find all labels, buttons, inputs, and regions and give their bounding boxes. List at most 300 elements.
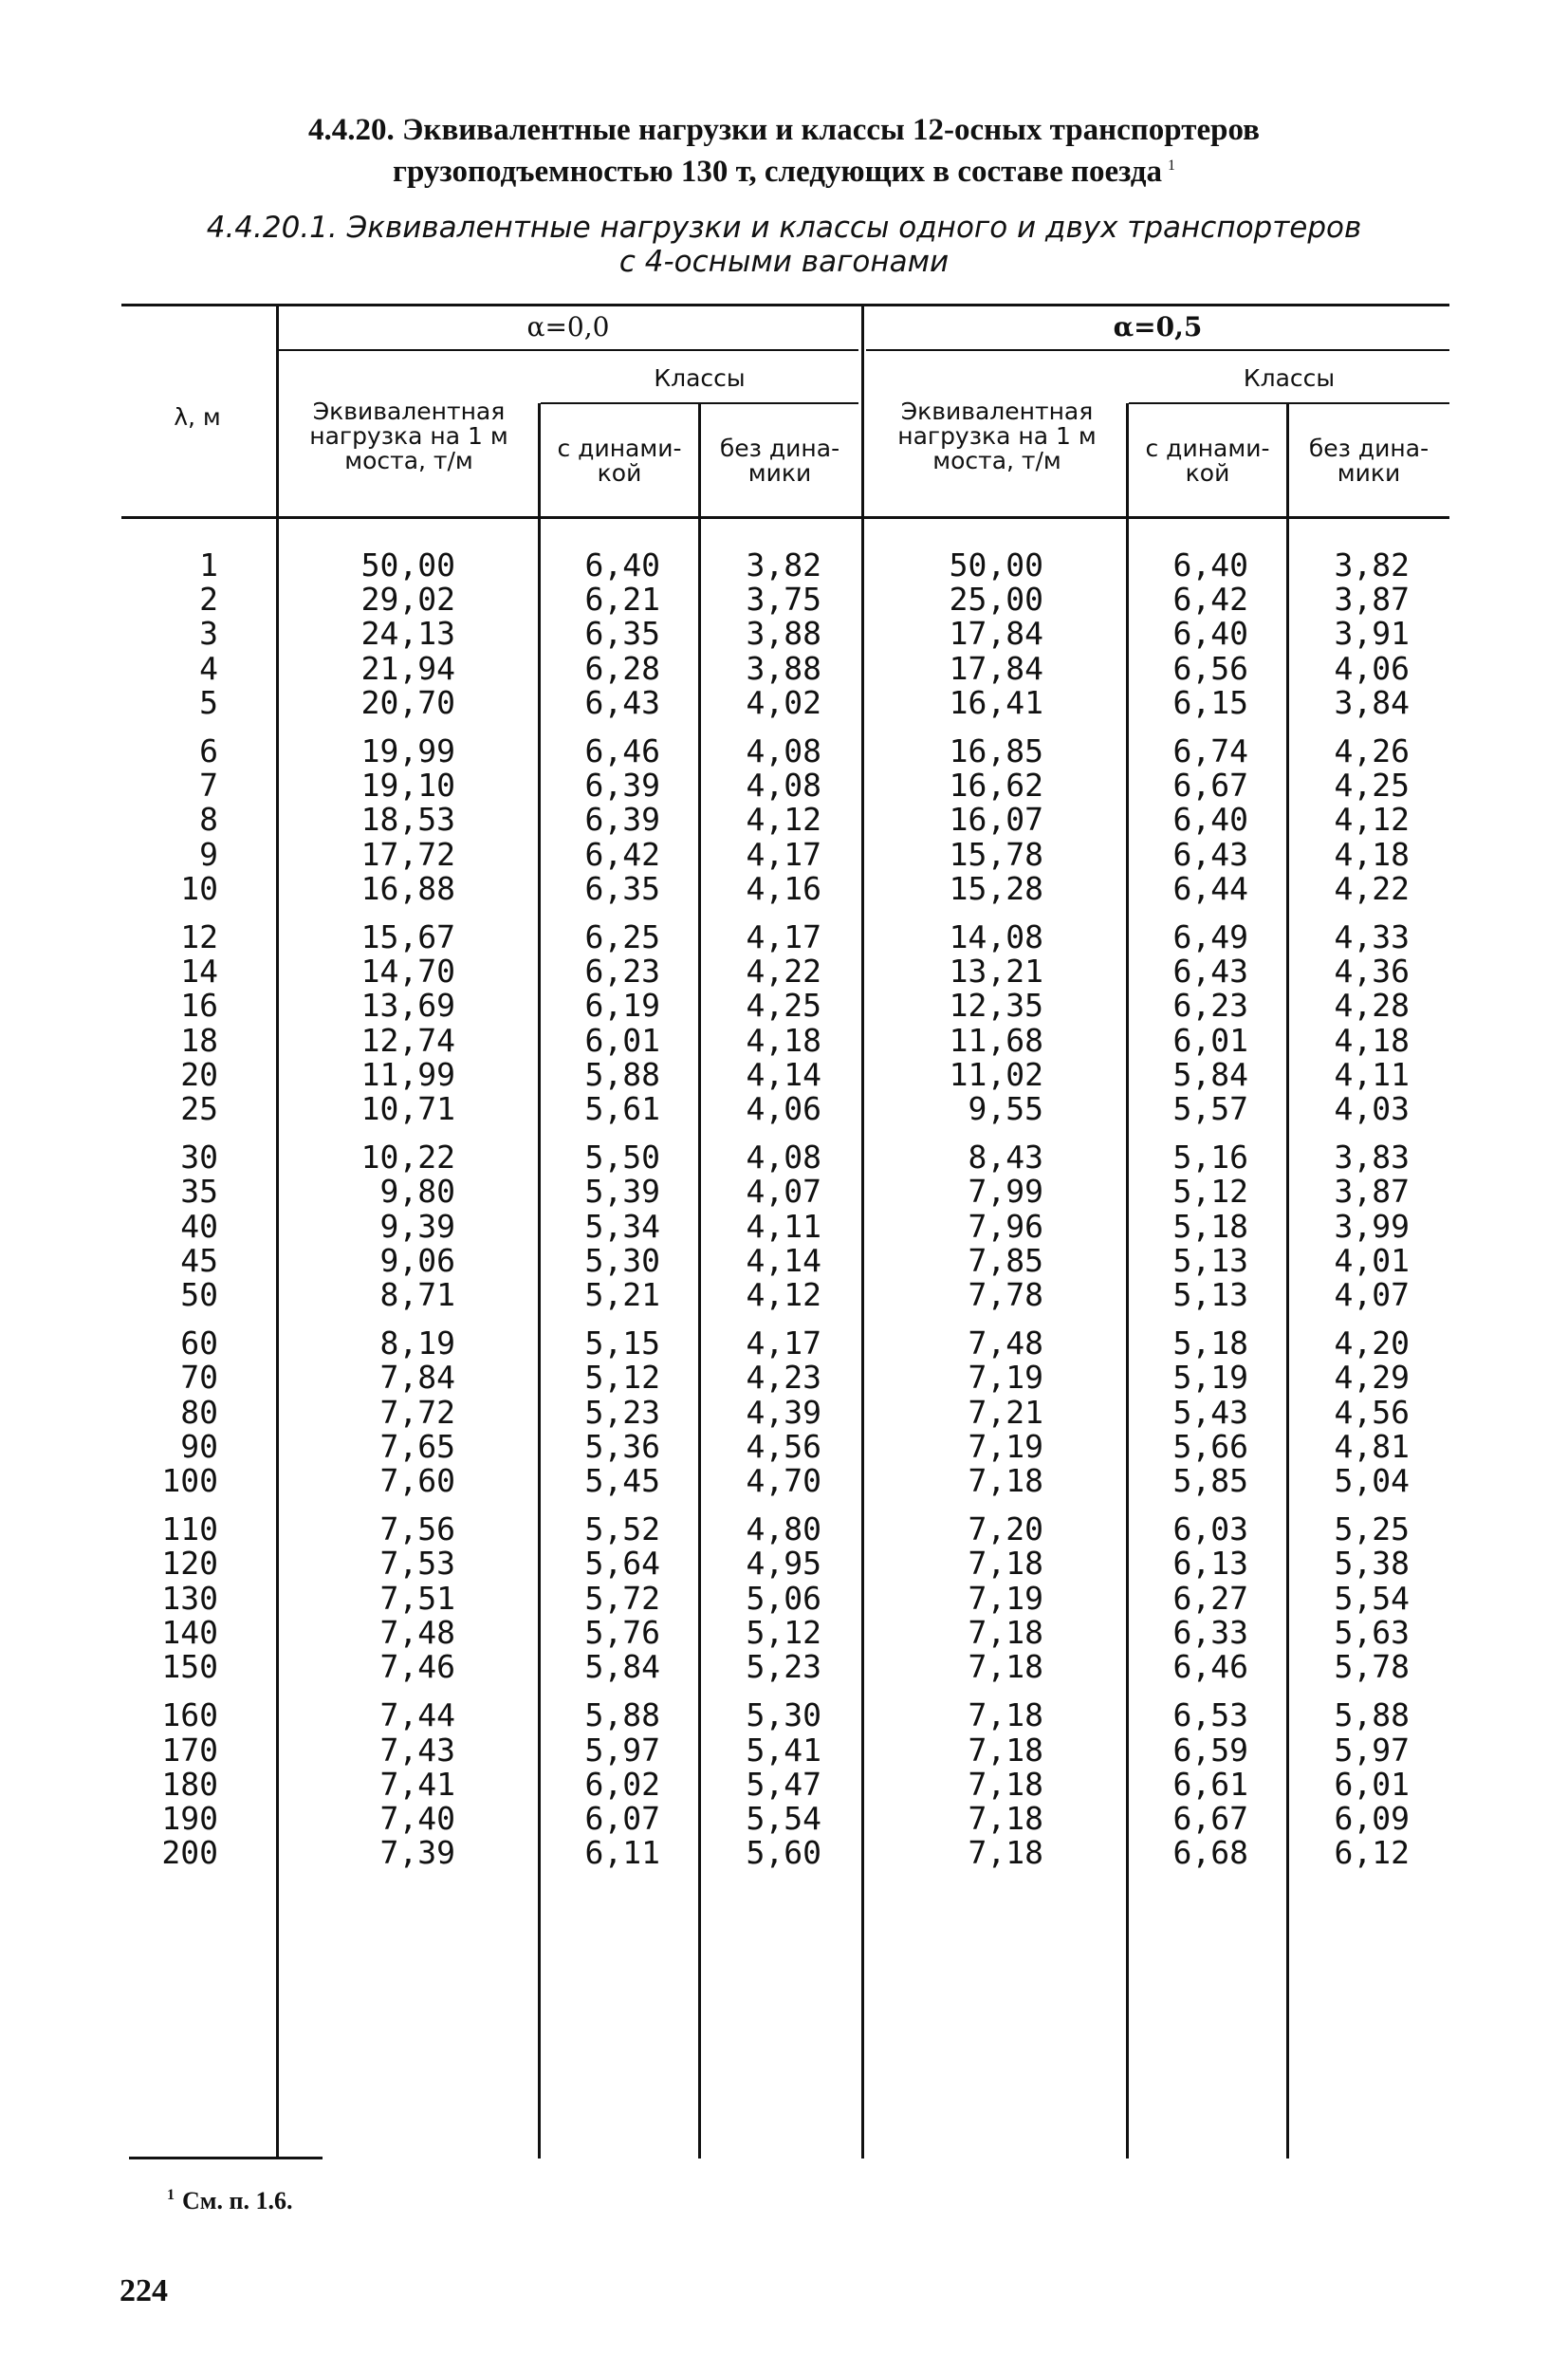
classes-header-2: Классы bbox=[1243, 364, 1336, 392]
table-cell: 5,30 bbox=[746, 1696, 821, 1734]
page-number: 224 bbox=[120, 2273, 168, 2308]
table-cell: 130 bbox=[161, 1579, 218, 1617]
table-cell: 8,19 bbox=[379, 1325, 455, 1362]
table-cell: 19,10 bbox=[360, 767, 455, 805]
table-cell: 4,08 bbox=[746, 767, 821, 805]
table-cell: 7,44 bbox=[379, 1696, 455, 1734]
row-group bbox=[1138, 1326, 1248, 1498]
row-group bbox=[711, 1512, 821, 1684]
table-cell: 3 bbox=[199, 615, 218, 653]
table-cell: 5,84 bbox=[1172, 1055, 1248, 1093]
table-cell: 9,39 bbox=[379, 1207, 455, 1245]
row-group bbox=[911, 1140, 1043, 1312]
table-cell: 6,23 bbox=[1172, 987, 1248, 1025]
row-group bbox=[911, 1326, 1043, 1498]
row-group bbox=[550, 1512, 660, 1684]
group2-header: α=0,5 bbox=[1113, 311, 1203, 343]
table-cell: 6,03 bbox=[1172, 1510, 1248, 1548]
table-cell: 6,25 bbox=[584, 918, 660, 956]
row-group bbox=[550, 734, 660, 906]
subsection-title-line1: 4.4.20.1. Эквивалентные нагрузки и классы одного и двух транспортеров bbox=[206, 211, 1362, 245]
row-group bbox=[323, 548, 455, 720]
row-group bbox=[323, 1326, 455, 1498]
table-cell: 45 bbox=[180, 1241, 218, 1279]
table-cell: 20 bbox=[180, 1055, 218, 1093]
table-cell: 7,72 bbox=[379, 1393, 455, 1431]
row-group bbox=[1138, 920, 1248, 1126]
table-cell: 16 bbox=[180, 987, 218, 1025]
divider-dyn1 bbox=[698, 403, 701, 2158]
table-cell: 4,02 bbox=[746, 683, 821, 721]
table-cell: 18 bbox=[180, 1021, 218, 1059]
table-cell: 5,15 bbox=[584, 1325, 660, 1362]
row-group bbox=[142, 1326, 218, 1498]
table-cell: 9,55 bbox=[968, 1090, 1043, 1128]
row-group bbox=[142, 1512, 218, 1684]
table-cell: 6,49 bbox=[1172, 918, 1248, 956]
table-cell: 14,70 bbox=[360, 953, 455, 991]
table-cell: 5,54 bbox=[746, 1799, 821, 1837]
row-group bbox=[1300, 1140, 1410, 1312]
table-cell: 4,12 bbox=[746, 1276, 821, 1314]
classes2-rule bbox=[1129, 402, 1449, 404]
table-cell: 30 bbox=[180, 1139, 218, 1176]
table-cell: 4,16 bbox=[746, 869, 821, 907]
table-cell: 5,13 bbox=[1172, 1276, 1248, 1314]
table-cell: 6,28 bbox=[584, 649, 660, 687]
footnote-text: См. п. 1.6. bbox=[182, 2187, 293, 2214]
divider-groups bbox=[861, 306, 864, 2158]
table-cell: 18,53 bbox=[360, 801, 455, 839]
table-cell: 5,21 bbox=[584, 1276, 660, 1314]
table-cell: 7,53 bbox=[379, 1545, 455, 1583]
table-cell: 5,39 bbox=[584, 1173, 660, 1211]
table-cell: 7,84 bbox=[379, 1359, 455, 1397]
table-cell: 4,11 bbox=[1334, 1055, 1410, 1093]
group2-header-rule bbox=[866, 349, 1449, 351]
row-group bbox=[323, 1512, 455, 1684]
table-cell: 5,85 bbox=[1172, 1462, 1248, 1500]
divider-eq2 bbox=[1126, 403, 1129, 2158]
table-cell: 6,35 bbox=[584, 869, 660, 907]
table-cell: 3,84 bbox=[1334, 683, 1410, 721]
table-cell: 7,48 bbox=[968, 1325, 1043, 1362]
table-cell: 17,84 bbox=[949, 615, 1043, 653]
table-cell: 4,23 bbox=[746, 1359, 821, 1397]
table-cell: 6,15 bbox=[1172, 683, 1248, 721]
table-cell: 5,12 bbox=[1172, 1173, 1248, 1211]
column-lambda bbox=[142, 548, 218, 1884]
table-cell: 16,41 bbox=[949, 683, 1043, 721]
table-cell: 25 bbox=[180, 1090, 218, 1128]
table-cell: 6,44 bbox=[1172, 869, 1248, 907]
table-cell: 6,43 bbox=[1172, 835, 1248, 873]
table-cell: 7,18 bbox=[968, 1696, 1043, 1734]
table-cell: 14,08 bbox=[949, 918, 1043, 956]
table-cell: 5,38 bbox=[1334, 1545, 1410, 1583]
table-cell: 12 bbox=[180, 918, 218, 956]
table-cell: 7,96 bbox=[968, 1207, 1043, 1245]
table-cell: 16,62 bbox=[949, 767, 1043, 805]
table-cell: 5,13 bbox=[1172, 1241, 1248, 1279]
table-cell: 6,40 bbox=[1172, 547, 1248, 584]
table-cell: 7,99 bbox=[968, 1173, 1043, 1211]
table-cell: 4,81 bbox=[1334, 1427, 1410, 1465]
column-eq-load-alpha0 bbox=[323, 548, 455, 1884]
table-cell: 7,51 bbox=[379, 1579, 455, 1617]
table-cell: 6,01 bbox=[1334, 1765, 1410, 1803]
section-title bbox=[0, 112, 1568, 190]
divider-dyn2 bbox=[1286, 403, 1289, 2158]
table-cell: 6,43 bbox=[584, 683, 660, 721]
table-cell: 5,41 bbox=[746, 1731, 821, 1769]
table-cell: 3,75 bbox=[746, 581, 821, 619]
table-cell: 6,40 bbox=[584, 547, 660, 584]
table-cell: 5,34 bbox=[584, 1207, 660, 1245]
table-cell: 5,04 bbox=[1334, 1462, 1410, 1500]
table-cell: 4,17 bbox=[746, 1325, 821, 1362]
row-group bbox=[1300, 920, 1410, 1126]
table-cell: 11,68 bbox=[949, 1021, 1043, 1059]
row-group bbox=[711, 1326, 821, 1498]
table-cell: 5,45 bbox=[584, 1462, 660, 1500]
table-cell: 7,39 bbox=[379, 1834, 455, 1872]
table-cell: 7,19 bbox=[968, 1579, 1043, 1617]
table-cell: 15,67 bbox=[360, 918, 455, 956]
table-cell: 3,88 bbox=[746, 649, 821, 687]
table-cell: 6,74 bbox=[1172, 732, 1248, 770]
table-cell: 6,46 bbox=[584, 732, 660, 770]
table-cell: 5,30 bbox=[584, 1241, 660, 1279]
table-cell: 5,06 bbox=[746, 1579, 821, 1617]
table-cell: 6,42 bbox=[1172, 581, 1248, 619]
table-cell: 6,40 bbox=[1172, 801, 1248, 839]
table-cell: 4,14 bbox=[746, 1055, 821, 1093]
nodyn-header-2: без дина- мики bbox=[1308, 435, 1430, 487]
table-cell: 6,09 bbox=[1334, 1799, 1410, 1837]
table-cell: 5,19 bbox=[1172, 1359, 1248, 1397]
table-cell: 4,36 bbox=[1334, 953, 1410, 991]
table-cell: 6,67 bbox=[1172, 1799, 1248, 1837]
row-group bbox=[1300, 734, 1410, 906]
table-cell: 50,00 bbox=[360, 547, 455, 584]
row-group bbox=[550, 1698, 660, 1870]
dyn-header-2: с динами- кой bbox=[1145, 435, 1270, 487]
table-cell: 5,54 bbox=[1334, 1579, 1410, 1617]
table-cell: 6,33 bbox=[1172, 1613, 1248, 1651]
table-cell: 5 bbox=[199, 683, 218, 721]
table-cell: 110 bbox=[161, 1510, 218, 1548]
table-cell: 5,18 bbox=[1172, 1207, 1248, 1245]
table-cell: 7,21 bbox=[968, 1393, 1043, 1431]
table-cell: 9,06 bbox=[379, 1241, 455, 1279]
table-cell: 6,46 bbox=[1172, 1648, 1248, 1686]
table-cell: 3,83 bbox=[1334, 1139, 1410, 1176]
table-cell: 4,28 bbox=[1334, 987, 1410, 1025]
eq-load-header-2: Эквивалентная нагрузка на 1 м моста, т/м bbox=[897, 398, 1097, 474]
table-cell: 6,40 bbox=[1172, 615, 1248, 653]
row-group bbox=[550, 1140, 660, 1312]
table-cell: 13,69 bbox=[360, 987, 455, 1025]
table-cell: 17,84 bbox=[949, 649, 1043, 687]
table-cell: 5,52 bbox=[584, 1510, 660, 1548]
table-cell: 9 bbox=[199, 835, 218, 873]
row-group bbox=[142, 1140, 218, 1312]
column-dyn-alpha0 bbox=[550, 548, 660, 1884]
table-cell: 5,63 bbox=[1334, 1613, 1410, 1651]
row-group bbox=[1300, 1698, 1410, 1870]
table-cell: 4,26 bbox=[1334, 732, 1410, 770]
table-cell: 5,78 bbox=[1334, 1648, 1410, 1686]
table-cell: 1 bbox=[199, 547, 218, 584]
table-cell: 5,12 bbox=[584, 1359, 660, 1397]
table-cell: 160 bbox=[161, 1696, 218, 1734]
table-cell: 25,00 bbox=[949, 581, 1043, 619]
table-cell: 16,88 bbox=[360, 869, 455, 907]
table-cell: 4,39 bbox=[746, 1393, 821, 1431]
table-cell: 6,19 bbox=[584, 987, 660, 1025]
table-cell: 6,56 bbox=[1172, 649, 1248, 687]
table-cell: 5,88 bbox=[584, 1055, 660, 1093]
column-eq-load-alpha05 bbox=[911, 548, 1043, 1884]
table-cell: 3,87 bbox=[1334, 581, 1410, 619]
table-top-rule bbox=[121, 304, 1449, 306]
table-cell: 29,02 bbox=[360, 581, 455, 619]
table-cell: 7,48 bbox=[379, 1613, 455, 1651]
table-cell: 5,97 bbox=[584, 1731, 660, 1769]
section-title-line1: 4.4.20. Эквивалентные нагрузки и классы 12-осных транспортеров bbox=[308, 113, 1260, 147]
table-cell: 50,00 bbox=[949, 547, 1043, 584]
table-cell: 5,72 bbox=[584, 1579, 660, 1617]
table-cell: 5,84 bbox=[584, 1648, 660, 1686]
footnote-mark: 1 bbox=[167, 2187, 175, 2204]
table-cell: 4,22 bbox=[1334, 869, 1410, 907]
table-cell: 4,29 bbox=[1334, 1359, 1410, 1397]
table-cell: 6,42 bbox=[584, 835, 660, 873]
table-cell: 7,18 bbox=[968, 1834, 1043, 1872]
table-cell: 6,07 bbox=[584, 1799, 660, 1837]
row-group bbox=[911, 548, 1043, 720]
table-cell: 6,35 bbox=[584, 615, 660, 653]
table-cell: 13,21 bbox=[949, 953, 1043, 991]
table-cell: 5,23 bbox=[584, 1393, 660, 1431]
table-cell: 9,80 bbox=[379, 1173, 455, 1211]
table-cell: 16,07 bbox=[949, 801, 1043, 839]
table-cell: 7,41 bbox=[379, 1765, 455, 1803]
footnote-rule bbox=[129, 2157, 323, 2159]
eq-load-header-1: Эквивалентная нагрузка на 1 м моста, т/м bbox=[309, 398, 508, 474]
table-cell: 4,20 bbox=[1334, 1325, 1410, 1362]
table-cell: 6,11 bbox=[584, 1834, 660, 1872]
table-cell: 8 bbox=[199, 801, 218, 839]
row-group bbox=[323, 1140, 455, 1312]
table-cell: 6,59 bbox=[1172, 1731, 1248, 1769]
table-cell: 5,61 bbox=[584, 1090, 660, 1128]
table-cell: 6,01 bbox=[584, 1021, 660, 1059]
table-cell: 7,60 bbox=[379, 1462, 455, 1500]
divider-lambda bbox=[276, 306, 279, 2158]
table-cell: 7,56 bbox=[379, 1510, 455, 1548]
table-cell: 4,06 bbox=[1334, 649, 1410, 687]
table-cell: 7,18 bbox=[968, 1648, 1043, 1686]
table-cell: 6,67 bbox=[1172, 767, 1248, 805]
subsection-title bbox=[0, 211, 1568, 279]
row-group bbox=[711, 734, 821, 906]
row-group bbox=[142, 734, 218, 906]
table-cell: 17,72 bbox=[360, 835, 455, 873]
table-cell: 70 bbox=[180, 1359, 218, 1397]
table-cell: 3,99 bbox=[1334, 1207, 1410, 1245]
row-group bbox=[142, 548, 218, 720]
table-cell: 21,94 bbox=[360, 649, 455, 687]
header-bottom-rule bbox=[121, 516, 1449, 519]
table-cell: 5,23 bbox=[746, 1648, 821, 1686]
table-cell: 35 bbox=[180, 1173, 218, 1211]
row-group bbox=[550, 548, 660, 720]
table-cell: 6,53 bbox=[1172, 1696, 1248, 1734]
table-cell: 2 bbox=[199, 581, 218, 619]
row-group bbox=[911, 734, 1043, 906]
table-cell: 7,20 bbox=[968, 1510, 1043, 1548]
table-cell: 90 bbox=[180, 1427, 218, 1465]
table-cell: 3,87 bbox=[1334, 1173, 1410, 1211]
table-cell: 7,19 bbox=[968, 1427, 1043, 1465]
table-cell: 4,06 bbox=[746, 1090, 821, 1128]
row-group bbox=[711, 920, 821, 1126]
table-cell: 5,57 bbox=[1172, 1090, 1248, 1128]
table-cell: 200 bbox=[161, 1834, 218, 1872]
row-group bbox=[323, 1698, 455, 1870]
row-group bbox=[323, 734, 455, 906]
table-cell: 80 bbox=[180, 1393, 218, 1431]
table-cell: 4,03 bbox=[1334, 1090, 1410, 1128]
row-group bbox=[1138, 734, 1248, 906]
table-cell: 4,25 bbox=[746, 987, 821, 1025]
table-cell: 7,78 bbox=[968, 1276, 1043, 1314]
table-cell: 6,23 bbox=[584, 953, 660, 991]
table-cell: 19,99 bbox=[360, 732, 455, 770]
table-cell: 6 bbox=[199, 732, 218, 770]
table-cell: 7,18 bbox=[968, 1545, 1043, 1583]
table-cell: 6,43 bbox=[1172, 953, 1248, 991]
table-cell: 20,70 bbox=[360, 683, 455, 721]
row-group bbox=[550, 920, 660, 1126]
table-cell: 5,18 bbox=[1172, 1325, 1248, 1362]
table-cell: 10,71 bbox=[360, 1090, 455, 1128]
table-cell: 16,85 bbox=[949, 732, 1043, 770]
table-cell: 4,33 bbox=[1334, 918, 1410, 956]
table-cell: 4,07 bbox=[1334, 1276, 1410, 1314]
table-cell: 4,70 bbox=[746, 1462, 821, 1500]
table-cell: 190 bbox=[161, 1799, 218, 1837]
table-cell: 8,43 bbox=[968, 1139, 1043, 1176]
table-cell: 6,01 bbox=[1172, 1021, 1248, 1059]
table-cell: 4,14 bbox=[746, 1241, 821, 1279]
table-cell: 5,36 bbox=[584, 1427, 660, 1465]
table-cell: 5,64 bbox=[584, 1545, 660, 1583]
table-cell: 4,11 bbox=[746, 1207, 821, 1245]
table-cell: 4,95 bbox=[746, 1545, 821, 1583]
nodyn-header-1: без дина- мики bbox=[719, 435, 840, 487]
divider-eq1 bbox=[538, 403, 541, 2158]
subsection-title-line2: с 4-осными вагонами bbox=[618, 245, 950, 279]
table-cell: 12,35 bbox=[949, 987, 1043, 1025]
table-cell: 6,12 bbox=[1334, 1834, 1410, 1872]
table-cell: 11,99 bbox=[360, 1055, 455, 1093]
table-cell: 4,17 bbox=[746, 835, 821, 873]
table-cell: 4,17 bbox=[746, 918, 821, 956]
row-group bbox=[142, 920, 218, 1126]
table-cell: 7,19 bbox=[968, 1359, 1043, 1397]
table-cell: 6,21 bbox=[584, 581, 660, 619]
table-cell: 7,40 bbox=[379, 1799, 455, 1837]
table-cell: 4,01 bbox=[1334, 1241, 1410, 1279]
table-cell: 3,91 bbox=[1334, 615, 1410, 653]
row-group bbox=[911, 920, 1043, 1126]
table-cell: 7,18 bbox=[968, 1765, 1043, 1803]
table-cell: 5,97 bbox=[1334, 1731, 1410, 1769]
table-cell: 40 bbox=[180, 1207, 218, 1245]
table-cell: 6,39 bbox=[584, 767, 660, 805]
table-cell: 3,88 bbox=[746, 615, 821, 653]
row-group bbox=[711, 548, 821, 720]
row-group bbox=[1300, 1326, 1410, 1498]
table-cell: 5,12 bbox=[746, 1613, 821, 1651]
table-cell: 4,08 bbox=[746, 732, 821, 770]
table-cell: 3,82 bbox=[1334, 547, 1410, 584]
table-cell: 60 bbox=[180, 1325, 218, 1362]
table-cell: 100 bbox=[161, 1462, 218, 1500]
table-cell: 5,66 bbox=[1172, 1427, 1248, 1465]
table-cell: 4,25 bbox=[1334, 767, 1410, 805]
table-cell: 5,60 bbox=[746, 1834, 821, 1872]
table-cell: 4 bbox=[199, 649, 218, 687]
table-cell: 15,78 bbox=[949, 835, 1043, 873]
table-cell: 10,22 bbox=[360, 1139, 455, 1176]
row-group bbox=[911, 1512, 1043, 1684]
column-nodyn-alpha0 bbox=[711, 548, 821, 1884]
table-cell: 15,28 bbox=[949, 869, 1043, 907]
table-cell: 6,68 bbox=[1172, 1834, 1248, 1872]
title-footnote-mark: 1 bbox=[1167, 157, 1175, 174]
table-cell: 10 bbox=[180, 869, 218, 907]
table-cell: 4,56 bbox=[1334, 1393, 1410, 1431]
dyn-header-1: с динами- кой bbox=[557, 435, 682, 487]
row-group bbox=[323, 920, 455, 1126]
group1-header-rule bbox=[278, 349, 858, 351]
row-group bbox=[1138, 1512, 1248, 1684]
row-group bbox=[1300, 1512, 1410, 1684]
table-cell: 7,43 bbox=[379, 1731, 455, 1769]
table-cell: 6,13 bbox=[1172, 1545, 1248, 1583]
table-cell: 4,22 bbox=[746, 953, 821, 991]
table-cell: 150 bbox=[161, 1648, 218, 1686]
table-cell: 5,50 bbox=[584, 1139, 660, 1176]
table-cell: 4,18 bbox=[1334, 1021, 1410, 1059]
table-cell: 7,18 bbox=[968, 1462, 1043, 1500]
group1-header: α=0,0 bbox=[526, 311, 610, 343]
table-cell: 4,18 bbox=[1334, 835, 1410, 873]
table-cell: 170 bbox=[161, 1731, 218, 1769]
table-cell: 14 bbox=[180, 953, 218, 991]
column-nodyn-alpha05 bbox=[1300, 548, 1410, 1884]
table-cell: 7 bbox=[199, 767, 218, 805]
row-group bbox=[550, 1326, 660, 1498]
table-cell: 7,65 bbox=[379, 1427, 455, 1465]
table-cell: 50 bbox=[180, 1276, 218, 1314]
lambda-header: λ, м bbox=[174, 403, 221, 431]
table-cell: 5,88 bbox=[1334, 1696, 1410, 1734]
